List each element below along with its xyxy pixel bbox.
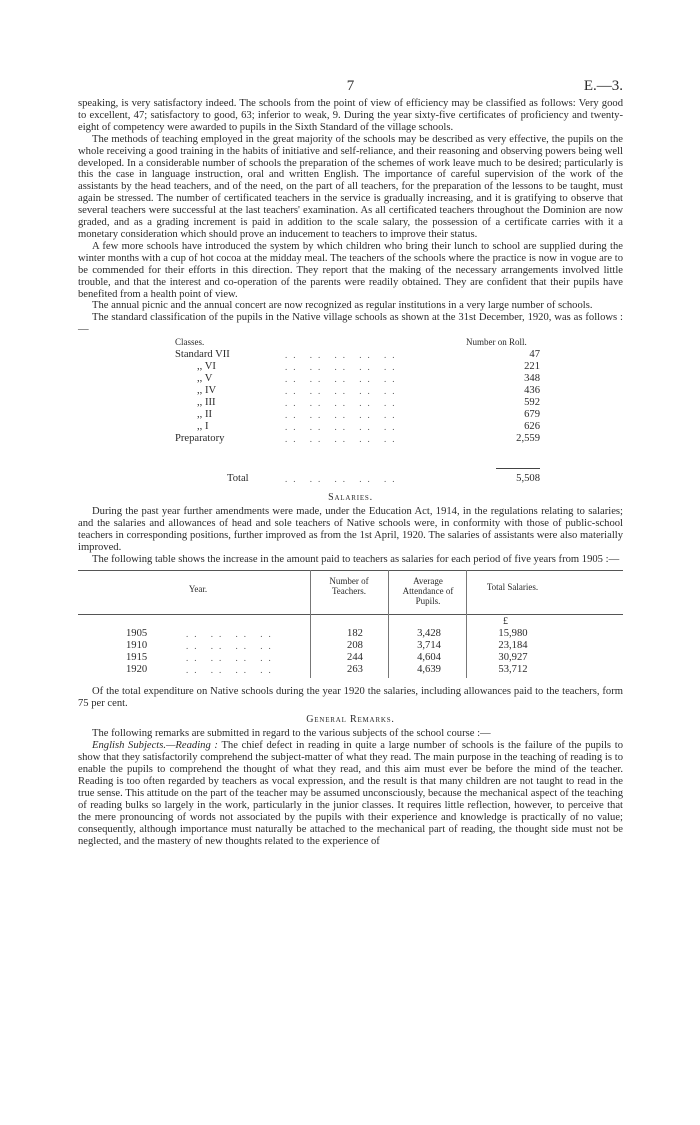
teachers-cell: 208 <box>347 639 363 651</box>
document-page <box>78 78 623 848</box>
class-count: 221 <box>524 361 540 373</box>
total-value: 5,508 <box>516 473 540 485</box>
table-row: 1910 .. .. .. .. 208 3,714 23,184 <box>78 640 623 652</box>
table-row: Standard VII .. .. .. .. .. 47 <box>175 349 540 361</box>
paragraph-cocoa: A few more schools have introduced the system by which children who bring their lunch to school are supplied during the winter months with a cup of hot cocoa at the midday meal. The teachers of the schools where the practice is now in vogue are to be commended for their efforts in this direction. They report that the making of the necessary arrangements involved little trouble, and that the interest and co-operation of the parents were readily obtained. They are confident that their pupils have benefited from a health point of view. <box>78 240 623 300</box>
table-row: 1915 .. .. .. .. 244 4,604 30,927 <box>78 652 623 664</box>
class-label: ,, IV <box>197 385 217 397</box>
teachers-cell: 263 <box>347 663 363 675</box>
total-row: Total .. .. .. .. .. 5,508 <box>227 473 540 485</box>
paragraph-salary-table-intro: The following table shows the increase in the amount paid to teachers as salaries for each period of five years from 1905 :— <box>92 553 620 565</box>
salaries-cell: 30,927 <box>498 651 528 663</box>
english-subjects-label: English Subjects.—Reading : <box>92 740 218 752</box>
paragraph-methods: The methods of teaching employed in the great majority of the schools may be described as very effective, the pupils on the whole receiving a good training in the habits of initiative and self-reliance, and their reasoning and observing powers being well developed. In a considerable number of schools the preparation of the schemes of work leave much to be desired; particularly is this the case in language instruction, oral and written English. The importance of careful supervision of the work of the assistants by the head teachers, and of the need, on the part of all teachers, for the preparation of the lessons to be taught, must again be stressed. The number of certificated teachers in the service is gradually increasing, and it is gratifying to observe that several teachers were successful at the last teachers' examination. As all certificated teachers throughout the Dominion are now graded, and as a grading increment is paid in addition to the scale salary, the possession of a certificate carries with it a monetary consideration which should prove an inducement to teachers to improve their status. <box>78 133 623 240</box>
class-label: Preparatory <box>175 433 225 445</box>
salaries-cell: 15,980 <box>498 627 528 639</box>
class-label: ,, III <box>197 397 216 409</box>
total-label: Total <box>227 473 249 485</box>
table-row: ,, V .. .. .. .. .. 348 <box>197 373 540 385</box>
paragraph-expenditure: Of the total expenditure on Native schools during the year 1920 the salaries, including allowances paid to the teachers, form 75 per cent. <box>78 685 623 709</box>
classification-table <box>78 337 623 487</box>
year-cell: 1915 <box>126 651 148 663</box>
page-header <box>78 78 623 98</box>
teachers-cell: 244 <box>347 651 363 663</box>
class-count: 2,559 <box>516 433 540 445</box>
attendance-cell: 3,714 <box>417 639 441 651</box>
paragraph-efficiency: speaking, is very satisfactory indeed. The schools from the point of view of efficiency may be classified as follows: Very good to excellent, 47; satisfactory to good, 63; inferior to weak, 9. During the year sixty-five certificates of proficiency and twenty-eight of competency were awarded to pupils in the Sixth Standard of the village schools. <box>78 98 623 133</box>
salaries-cell: 23,184 <box>498 639 528 651</box>
class-label: ,, V <box>197 373 213 385</box>
class-count: 436 <box>524 385 540 397</box>
class-count: 626 <box>524 421 540 433</box>
table-row: ,, III .. .. .. .. .. 592 <box>197 397 540 409</box>
total-rule <box>496 468 540 469</box>
table-row: 1920 .. .. .. .. 263 4,639 53,712 <box>78 664 623 676</box>
paragraph-english-reading <box>78 740 623 847</box>
document-reference: E.—3. <box>583 78 623 94</box>
classes-column-header: Classes. <box>175 337 205 348</box>
table-row: Preparatory .. .. .. .. .. 2,559 <box>175 433 540 445</box>
year-cell: 1920 <box>126 663 148 675</box>
number-on-roll-column-header: Number on Roll. <box>466 337 527 348</box>
paragraph-general-intro: The following remarks are submitted in regard to the various subjects of the school course :— <box>92 728 491 740</box>
attendance-cell: 4,639 <box>417 663 441 675</box>
salaries-heading: Salaries. <box>328 492 373 504</box>
attendance-column-header: Average Attendance of Pupils. <box>402 575 454 606</box>
table-row: 1905 .. .. .. .. 182 3,428 15,980 <box>78 628 623 640</box>
general-remarks-heading: General Remarks. <box>306 714 395 726</box>
class-label: ,, I <box>197 421 209 433</box>
class-label: Standard VII <box>175 349 230 361</box>
class-count: 348 <box>524 373 540 385</box>
class-label: ,, II <box>197 409 213 421</box>
pound-sign: £ <box>503 615 508 627</box>
teachers-column-header: Number of Teachers. <box>329 575 369 596</box>
salaries-column-header: Total Salaries. <box>486 581 539 592</box>
paragraph-salary-amendments: During the past year further amendments were made, under the Education Act, 1914, in the regulations relating to salaries; and the salaries and allowances of head and sole teachers of Native schools were, in conformity with those of public-school teachers in corresponding positions, further improved as from the 1st April, 1920. The salaries of assistants were also materially improved. <box>78 506 623 553</box>
class-count: 47 <box>529 349 540 361</box>
class-count: 679 <box>524 409 540 421</box>
attendance-cell: 3,428 <box>417 627 441 639</box>
class-count: 592 <box>524 397 540 409</box>
table-row: ,, VI .. .. .. .. .. 221 <box>197 361 540 373</box>
class-label: ,, VI <box>197 361 216 373</box>
paragraph-picnic: The annual picnic and the annual concert are now recognized as regular institutions in a very large number of schools. <box>92 300 593 312</box>
year-column-header: Year. <box>188 583 208 594</box>
table-row: ,, IV .. .. .. .. .. 436 <box>197 385 540 397</box>
year-cell: 1905 <box>126 627 148 639</box>
table-row: ,, II .. .. .. .. .. 679 <box>197 409 540 421</box>
paragraph-classification-intro: The standard classification of the pupils in the Native village schools as shown at the 31st December, 1920, was as follows :— <box>78 312 623 336</box>
table-row: ,, I .. .. .. .. .. 626 <box>197 421 540 433</box>
page-number: 7 <box>346 78 355 94</box>
teachers-cell: 182 <box>347 627 363 639</box>
year-cell: 1910 <box>126 639 148 651</box>
attendance-cell: 4,604 <box>417 651 441 663</box>
english-reading-text: The chief defect in reading in quite a large number of schools is the failure of the pupils to show that they satisfactorily comprehend the subject-matter of what they read. The main purpose in the teaching of reading is to enable the pupils to comprehend the thought of what they read, and this aim must ever be before the mind of the teacher. Reading is too often regarded by teachers as vocal expression, and the result is that many children are not taught to read in the true sense. This attitude on the part of the teacher may be assumed unconsciously, because the mechanical aspect of the teaching of reading bulks so largely in the work, particularly in the junior classes. It requires little reflection, however, to perceive that the mere pronouncing of words not associated by the pupils with their experience and knowledge is practically of no value; consequently, although importance must naturally be attached to the mechanical part of reading, the thought side must not be neglected, and the mastery of new thoughts related to the experience of <box>78 740 623 847</box>
salaries-table <box>78 570 623 680</box>
salaries-cell: 53,712 <box>498 663 528 675</box>
